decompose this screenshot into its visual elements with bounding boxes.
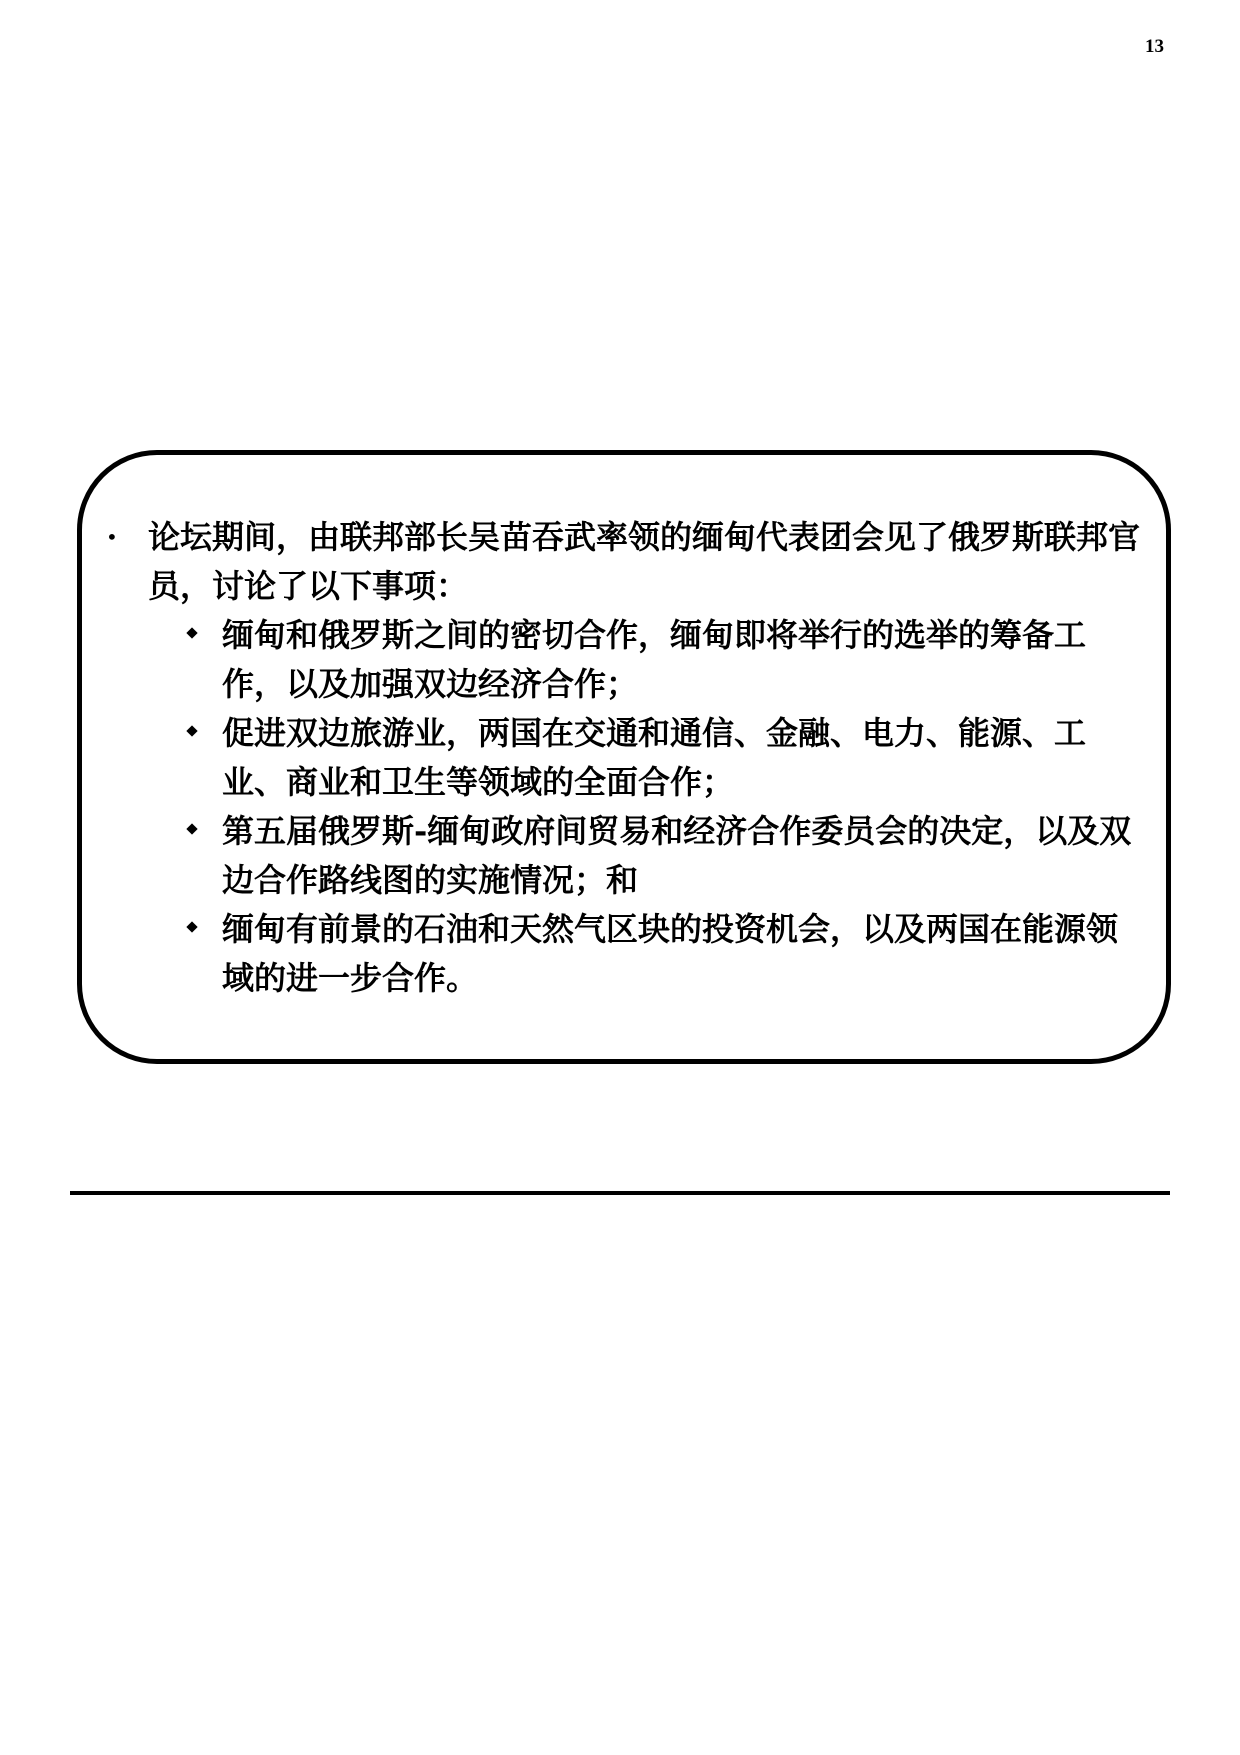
list-item (148, 905, 1146, 1003)
list-item-text: 第五届俄罗斯-缅甸政府间贸易和经济合作委员会的决定，以及双边合作路线图的实施情况；和 (222, 812, 1132, 899)
bullet-icon: • (106, 525, 118, 549)
diamond-bullet-icon (186, 823, 197, 834)
diamond-bullet-icon (186, 627, 197, 638)
page-number: 13 (1145, 36, 1164, 57)
footer-divider (70, 1191, 1170, 1195)
list-item (148, 611, 1146, 709)
list-item-text: 缅甸和俄罗斯之间的密切合作，缅甸即将举行的选举的筹备工作，以及加强双边经济合作； (222, 616, 1087, 703)
list-item (148, 807, 1146, 905)
topic-list (148, 611, 1146, 1003)
list-item-text: 缅甸有前景的石油和天然气区块的投资机会，以及两国在能源领域的进一步合作。 (222, 910, 1119, 997)
list-item (148, 709, 1146, 807)
diamond-bullet-icon (186, 921, 197, 932)
list-item-text: 促进双边旅游业，两国在交通和通信、金融、电力、能源、工业、商业和卫生等领域的全面合作； (222, 714, 1087, 801)
callout-content (106, 513, 1146, 1003)
diamond-bullet-icon (186, 725, 197, 736)
intro-text: 论坛期间，由联邦部长吴苗吞武率领的缅甸代表团会见了俄罗斯联邦官员，讨论了以下事项： (148, 518, 1141, 605)
